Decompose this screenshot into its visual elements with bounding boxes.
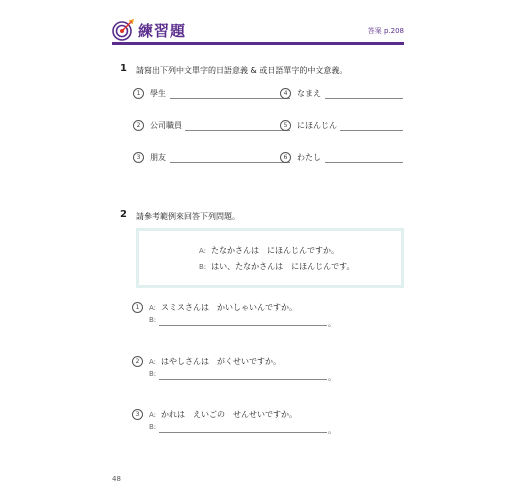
answer-blank[interactable]	[159, 379, 327, 380]
page-number: 48	[112, 475, 121, 483]
answer-blank[interactable]	[325, 98, 403, 99]
item-label: 朋友	[150, 153, 166, 162]
q1-item-1	[133, 88, 283, 102]
item-marker: 2	[133, 120, 144, 131]
speaker-tag: A:	[149, 304, 157, 312]
q1-item-2	[133, 120, 283, 134]
dialog-line-a	[149, 302, 297, 313]
item-marker: 1	[133, 88, 144, 99]
item-marker: 5	[280, 120, 291, 131]
answer-blank[interactable]	[340, 130, 403, 131]
answer-blank[interactable]	[325, 162, 403, 163]
speaker-tag: B:	[149, 316, 157, 324]
item-label: 公司職員	[150, 121, 182, 130]
speaker-tag: B:	[199, 263, 207, 271]
answer-reference: 答案 p.208	[367, 27, 404, 35]
item-marker: 2	[132, 356, 143, 367]
q2-dialog-3	[132, 409, 352, 439]
end-mark: 。	[328, 319, 336, 328]
item-label: なまえ	[297, 89, 321, 98]
question-2-number: 2	[120, 209, 127, 220]
example-box	[136, 228, 404, 288]
answer-blank[interactable]	[159, 325, 327, 326]
dialog-question: はやしさんは がくせいですか。	[161, 357, 282, 366]
dialog-line-a	[149, 409, 297, 420]
header-rule	[112, 42, 404, 45]
q1-item-3	[133, 152, 283, 166]
answer-blank[interactable]	[170, 162, 290, 163]
answer-blank[interactable]	[159, 432, 327, 433]
q1-item-6	[280, 152, 430, 166]
speaker-tag: A:	[149, 411, 157, 419]
answer-blank[interactable]	[185, 130, 290, 131]
question-2-instruction: 請參考範例來回答下列問題。	[136, 212, 240, 221]
speaker-tag: B:	[149, 423, 157, 431]
q1-item-5	[280, 120, 430, 134]
q1-item-4	[280, 88, 430, 102]
speaker-tag: A:	[199, 247, 207, 255]
page-title: 練習題	[138, 22, 187, 40]
question-1-number: 1	[120, 63, 127, 74]
question-1-instruction: 請寫出下列中文單字的日語意義 & 或日語單字的中文意義。	[136, 66, 348, 75]
item-marker: 3	[132, 409, 143, 420]
q2-dialog-2	[132, 356, 352, 386]
page-header	[112, 18, 404, 40]
item-marker: 3	[133, 152, 144, 163]
dialog-question: スミスさんは かいしゃいんですか。	[161, 303, 298, 312]
example-a-text: たなかさんは にほんじんですか。	[211, 246, 340, 255]
item-marker: 1	[132, 302, 143, 313]
speaker-tag: B:	[149, 370, 157, 378]
answer-blank[interactable]	[170, 98, 290, 99]
item-label: わたし	[297, 153, 321, 162]
target-icon	[112, 19, 134, 41]
end-mark: 。	[328, 373, 336, 382]
item-marker: 4	[280, 88, 291, 99]
item-label: にほんじん	[297, 121, 337, 130]
example-line-b	[199, 261, 355, 272]
end-mark: 。	[328, 426, 336, 435]
example-b-text: はい、たなかさんは にほんじんです。	[211, 262, 355, 271]
q2-dialog-1	[132, 302, 352, 332]
example-line-a	[199, 245, 339, 256]
item-label: 學生	[150, 89, 166, 98]
dialog-question: かれは えいごの せんせいですか。	[161, 410, 298, 419]
item-marker: 6	[280, 152, 291, 163]
dialog-line-a	[149, 356, 281, 367]
speaker-tag: A:	[149, 358, 157, 366]
